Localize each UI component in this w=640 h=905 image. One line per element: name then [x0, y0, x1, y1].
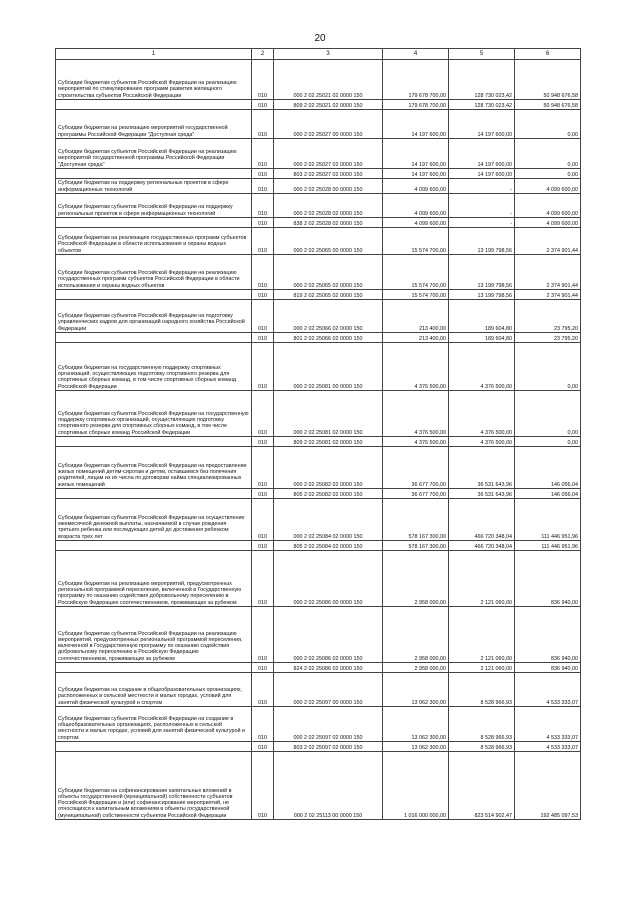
row-approved-amount: 4 099 600,00 — [383, 218, 449, 228]
row-name — [56, 489, 252, 499]
table-row — [56, 300, 581, 333]
row-approved-amount: 578 167 300,00 — [383, 499, 449, 541]
table-row — [56, 333, 581, 343]
table-row — [56, 343, 581, 391]
row-admin-code: 010 — [252, 447, 274, 489]
row-unexecuted-amount: 23 795,20 — [515, 300, 581, 333]
row-name — [56, 541, 252, 551]
row-executed-amount: - — [449, 179, 515, 194]
row-name — [56, 290, 252, 300]
row-admin-code: 010 — [252, 255, 274, 290]
column-header: 5 — [449, 49, 515, 60]
row-unexecuted-amount: 4 533 333,07 — [515, 707, 581, 742]
row-budget-code: 824 2 02 25086 02 0000 150 — [274, 663, 383, 673]
row-executed-amount: 13 199 798,56 — [449, 228, 515, 255]
row-executed-amount: 2 121 060,00 — [449, 663, 515, 673]
table-row — [56, 673, 581, 707]
table-row — [56, 607, 581, 663]
table-row — [56, 139, 581, 169]
table-row — [56, 437, 581, 447]
row-budget-code: 000 2 02 25097 02 0000 150 — [274, 707, 383, 742]
row-admin-code: 010 — [252, 673, 274, 707]
row-admin-code: 010 — [252, 110, 274, 139]
row-approved-amount: 4 099 600,00 — [383, 179, 449, 194]
table-row — [56, 752, 581, 820]
column-header: 2 — [252, 49, 274, 60]
row-unexecuted-amount: 4 099 600,00 — [515, 218, 581, 228]
table-row — [56, 707, 581, 742]
row-approved-amount: 13 062 300,00 — [383, 707, 449, 742]
row-unexecuted-amount: 50 948 676,58 — [515, 100, 581, 110]
row-unexecuted-amount: 836 940,00 — [515, 607, 581, 663]
row-admin-code: 010 — [252, 541, 274, 551]
row-approved-amount: 213 400,00 — [383, 300, 449, 333]
row-admin-code: 010 — [252, 300, 274, 333]
row-unexecuted-amount: 836 940,00 — [515, 551, 581, 607]
row-approved-amount: 2 958 000,00 — [383, 663, 449, 673]
row-budget-code: 803 2 02 25097 02 0000 150 — [274, 742, 383, 752]
row-executed-amount: 128 730 023,42 — [449, 60, 515, 100]
row-budget-code: 000 2 02 25081 02 0000 150 — [274, 391, 383, 437]
row-name: Субсидии бюджетам субъектов Российской Федерации на предоставление жилых помещений детям-сиротам и детям, оставшимся без попечения родителей, лицам из их числа по договорам найма специализированных жилых помещений — [56, 447, 252, 489]
row-unexecuted-amount: 50 948 676,58 — [515, 60, 581, 100]
row-budget-code: 805 2 02 25084 02 0000 150 — [274, 541, 383, 551]
row-budget-code: 000 2 02 25081 00 0000 150 — [274, 343, 383, 391]
row-approved-amount: 2 958 000,00 — [383, 551, 449, 607]
row-budget-code: 000 2 02 25113 00 0000 150 — [274, 752, 383, 820]
row-name: Субсидии бюджетам на государственную поддержку спортивных организаций, осуществляющих подготовку спортивного резерва для спортивных сборных команд, в том числе спортивных сборных команд Российской Федерации — [56, 343, 252, 391]
row-admin-code: 010 — [252, 607, 274, 663]
row-budget-code: 803 2 02 25027 02 0000 150 — [274, 169, 383, 179]
row-unexecuted-amount: 192 485 097,53 — [515, 752, 581, 820]
row-executed-amount: 8 528 966,93 — [449, 742, 515, 752]
table-row — [56, 551, 581, 607]
row-unexecuted-amount: 0,00 — [515, 437, 581, 447]
table-row — [56, 179, 581, 194]
row-name: Субсидии бюджетам субъектов Российской Федерации на реализацию мероприятий государственной программы Российской Федерации "Доступная среда" — [56, 139, 252, 169]
row-name — [56, 218, 252, 228]
table-row — [56, 194, 581, 218]
page-number: 20 — [314, 33, 326, 44]
row-unexecuted-amount: 111 446 951,96 — [515, 499, 581, 541]
row-approved-amount: 14 197 600,00 — [383, 110, 449, 139]
row-executed-amount: 823 514 902,47 — [449, 752, 515, 820]
row-budget-code: 805 2 02 25082 02 0000 150 — [274, 489, 383, 499]
row-admin-code: 010 — [252, 742, 274, 752]
row-executed-amount: 13 199 798,56 — [449, 290, 515, 300]
column-header: 6 — [515, 49, 581, 60]
row-budget-code: 000 2 02 25028 00 0000 150 — [274, 179, 383, 194]
row-budget-code: 000 2 02 25097 00 0000 150 — [274, 673, 383, 707]
row-admin-code: 010 — [252, 391, 274, 437]
table-row — [56, 663, 581, 673]
row-executed-amount: 128 730 023,42 — [449, 100, 515, 110]
row-name: Субсидии бюджетам субъектов Российской Федерации на реализацию мероприятий по стимулированию программ развития жилищного строительства субъектов Российской Федерации — [56, 60, 252, 100]
row-budget-code: 000 2 02 25028 02 0000 150 — [274, 194, 383, 218]
row-executed-amount: 2 121 060,00 — [449, 551, 515, 607]
row-name — [56, 169, 252, 179]
row-unexecuted-amount: 4 533 333,07 — [515, 673, 581, 707]
table-row — [56, 489, 581, 499]
table-row — [56, 169, 581, 179]
row-approved-amount: 36 677 700,00 — [383, 447, 449, 489]
row-unexecuted-amount: 0,00 — [515, 110, 581, 139]
row-unexecuted-amount: 2 374 901,44 — [515, 255, 581, 290]
row-unexecuted-amount: 0,00 — [515, 139, 581, 169]
row-approved-amount: 578 167 300,00 — [383, 541, 449, 551]
row-approved-amount: 15 574 700,00 — [383, 290, 449, 300]
row-executed-amount: 4 376 500,00 — [449, 391, 515, 437]
row-name: Субсидии бюджетам на поддержку региональных проектов в сфере информационных технологий — [56, 179, 252, 194]
row-unexecuted-amount: 4 099 600,00 — [515, 194, 581, 218]
row-admin-code: 010 — [252, 60, 274, 100]
row-unexecuted-amount: 2 374 901,44 — [515, 290, 581, 300]
row-admin-code: 010 — [252, 228, 274, 255]
row-executed-amount: 4 376 500,00 — [449, 437, 515, 447]
row-admin-code: 010 — [252, 169, 274, 179]
row-approved-amount: 14 197 600,00 — [383, 169, 449, 179]
table-row — [56, 290, 581, 300]
row-approved-amount: 36 677 700,00 — [383, 489, 449, 499]
row-unexecuted-amount: 0,00 — [515, 391, 581, 437]
row-budget-code: 838 2 02 25028 02 0000 150 — [274, 218, 383, 228]
row-approved-amount: 4 099 600,00 — [383, 194, 449, 218]
row-budget-code: 000 2 02 25021 02 0000 150 — [274, 60, 383, 100]
row-unexecuted-amount: 146 056,04 — [515, 489, 581, 499]
table-row — [56, 742, 581, 752]
row-budget-code: 000 2 02 25065 02 0000 150 — [274, 255, 383, 290]
row-executed-amount: 2 121 060,00 — [449, 607, 515, 663]
row-name — [56, 437, 252, 447]
row-name — [56, 663, 252, 673]
table-row — [56, 447, 581, 489]
row-budget-code: 809 2 02 25081 02 0000 150 — [274, 437, 383, 447]
row-name: Субсидии бюджетам субъектов Российской Федерации на реализацию государственных программ субъектов Российской Федерации в области использования и охраны водных объектов — [56, 255, 252, 290]
row-admin-code: 010 — [252, 707, 274, 742]
table-row — [56, 218, 581, 228]
row-approved-amount: 179 678 700,00 — [383, 60, 449, 100]
row-executed-amount: 36 531 643,96 — [449, 447, 515, 489]
row-approved-amount: 1 016 000 000,00 — [383, 752, 449, 820]
row-admin-code: 010 — [252, 333, 274, 343]
row-approved-amount: 13 062 300,00 — [383, 742, 449, 752]
row-unexecuted-amount: 836 940,00 — [515, 663, 581, 673]
row-executed-amount: 14 197 600,00 — [449, 169, 515, 179]
table-row — [56, 541, 581, 551]
row-executed-amount: 8 528 966,93 — [449, 707, 515, 742]
row-unexecuted-amount: 2 374 901,44 — [515, 228, 581, 255]
row-budget-code: 000 2 02 25084 02 0000 150 — [274, 499, 383, 541]
row-admin-code: 010 — [252, 752, 274, 820]
row-executed-amount: 4 376 500,00 — [449, 343, 515, 391]
row-executed-amount: 14 197 600,00 — [449, 110, 515, 139]
row-name: Субсидии бюджетам на реализацию мероприятий государственной программы Российской Федерации "Доступная среда" — [56, 110, 252, 139]
row-budget-code: 801 2 02 25066 02 0000 150 — [274, 333, 383, 343]
row-name: Субсидии бюджетам на софинансирование капитальных вложений в объекты государственной (муниципальной) собственности субъектов Российской Федерации и (или) софинансирование мероприятий, не относящихся к капитальным вложениям в объекты государственной (муниципальной) собственности субъектов Российской Федерации — [56, 752, 252, 820]
row-approved-amount: 15 574 700,00 — [383, 228, 449, 255]
row-executed-amount: 189 604,80 — [449, 300, 515, 333]
row-executed-amount: 189 604,80 — [449, 333, 515, 343]
row-name: Субсидии бюджетам субъектов Российской Федерации на подготовку управленческих кадров для организаций народного хозяйства Российской Федерации — [56, 300, 252, 333]
row-budget-code: 000 2 02 25086 00 0000 150 — [274, 551, 383, 607]
row-approved-amount: 4 376 500,00 — [383, 343, 449, 391]
row-unexecuted-amount: 4 099 600,00 — [515, 179, 581, 194]
row-admin-code: 010 — [252, 489, 274, 499]
row-admin-code: 010 — [252, 218, 274, 228]
row-budget-code: 819 2 02 25065 02 0000 150 — [274, 290, 383, 300]
row-budget-code: 809 2 02 25021 02 0000 150 — [274, 100, 383, 110]
row-executed-amount: 13 199 798,56 — [449, 255, 515, 290]
row-budget-code: 000 2 02 25082 02 0000 150 — [274, 447, 383, 489]
table-row — [56, 391, 581, 437]
row-executed-amount: 466 720 348,04 — [449, 541, 515, 551]
row-executed-amount: 466 720 348,04 — [449, 499, 515, 541]
row-budget-code: 000 2 02 25065 00 0000 150 — [274, 228, 383, 255]
column-header: 3 — [274, 49, 383, 60]
row-name — [56, 742, 252, 752]
row-approved-amount: 14 197 600,00 — [383, 139, 449, 169]
table-row — [56, 60, 581, 100]
row-budget-code: 000 2 02 25086 02 0000 150 — [274, 607, 383, 663]
row-name — [56, 100, 252, 110]
row-approved-amount: 13 062 300,00 — [383, 673, 449, 707]
row-name — [56, 333, 252, 343]
row-approved-amount: 2 958 000,00 — [383, 607, 449, 663]
row-executed-amount: - — [449, 194, 515, 218]
row-budget-code: 000 2 02 25027 02 0000 150 — [274, 139, 383, 169]
row-executed-amount: 36 531 643,96 — [449, 489, 515, 499]
row-budget-code: 000 2 02 25027 00 0000 150 — [274, 110, 383, 139]
table-row — [56, 228, 581, 255]
row-unexecuted-amount: 0,00 — [515, 343, 581, 391]
row-name: Субсидии бюджетам субъектов Российской Федерации на создание в общеобразовательных организациях, расположенных в сельской местности и малых городах, условий для занятий физической культурой и спортом — [56, 707, 252, 742]
table-row — [56, 499, 581, 541]
row-admin-code: 010 — [252, 499, 274, 541]
row-name: Субсидии бюджетам на реализацию мероприятий, предусмотренных региональной программой переселения, включенной в Государственную программу по оказанию содействия добровольному переселению в Российскую Федерацию соотечественников, проживающих за рубежом — [56, 551, 252, 607]
column-header: 4 — [383, 49, 449, 60]
row-name: Субсидии бюджетам субъектов Российской Федерации на осуществление ежемесячной денежной выплаты, назначаемой в случае рождения третьего ребенка или последующих детей до достижения ребенком возраста трех лет — [56, 499, 252, 541]
row-executed-amount: - — [449, 218, 515, 228]
row-approved-amount: 4 376 500,00 — [383, 437, 449, 447]
row-approved-amount: 4 376 500,00 — [383, 391, 449, 437]
table-row — [56, 110, 581, 139]
row-admin-code: 010 — [252, 551, 274, 607]
row-name: Субсидии бюджетам субъектов Российской Федерации на поддержку региональных проектов в сфере информационных технологий — [56, 194, 252, 218]
row-admin-code: 010 — [252, 194, 274, 218]
table-row — [56, 255, 581, 290]
row-unexecuted-amount: 0,00 — [515, 169, 581, 179]
row-unexecuted-amount: 111 446 951,96 — [515, 541, 581, 551]
row-budget-code: 000 2 02 25066 02 0000 150 — [274, 300, 383, 333]
column-header: 1 — [56, 49, 252, 60]
row-admin-code: 010 — [252, 437, 274, 447]
table-header-row — [56, 49, 581, 60]
table-row — [56, 100, 581, 110]
row-unexecuted-amount: 4 533 333,07 — [515, 742, 581, 752]
row-approved-amount: 15 574 700,00 — [383, 255, 449, 290]
row-executed-amount: 14 197 600,00 — [449, 139, 515, 169]
budget-table — [55, 48, 581, 820]
row-admin-code: 010 — [252, 663, 274, 673]
row-executed-amount: 8 528 966,93 — [449, 673, 515, 707]
row-admin-code: 010 — [252, 179, 274, 194]
row-name: Субсидии бюджетам на реализацию государственных программ субъектов Российской Федерации в области использования и охраны водных объектов — [56, 228, 252, 255]
row-admin-code: 010 — [252, 139, 274, 169]
row-unexecuted-amount: 23 795,20 — [515, 333, 581, 343]
row-name: Субсидии бюджетам субъектов Российской Федерации на государственную поддержку спортивных организаций, осуществляющих подготовку спортивного резерва для спортивных сборных команд, в том числе спортивных сборных команд Российской Федерации — [56, 391, 252, 437]
row-unexecuted-amount: 146 056,04 — [515, 447, 581, 489]
row-name: Субсидии бюджетам на создание в общеобразовательных организациях, расположенных в сельской местности и малых городах, условий для занятий физической культурой и спортом — [56, 673, 252, 707]
row-approved-amount: 179 678 700,00 — [383, 100, 449, 110]
row-admin-code: 010 — [252, 290, 274, 300]
row-admin-code: 010 — [252, 343, 274, 391]
row-name: Субсидии бюджетам субъектов Российской Федерации на реализацию мероприятий, предусмотренных региональной программой переселения, включенной в Государственную программу по оказанию содействия добровольному переселению в Российскую Федерацию соотечественников, проживающих за рубежом — [56, 607, 252, 663]
row-admin-code: 010 — [252, 100, 274, 110]
row-approved-amount: 213 400,00 — [383, 333, 449, 343]
